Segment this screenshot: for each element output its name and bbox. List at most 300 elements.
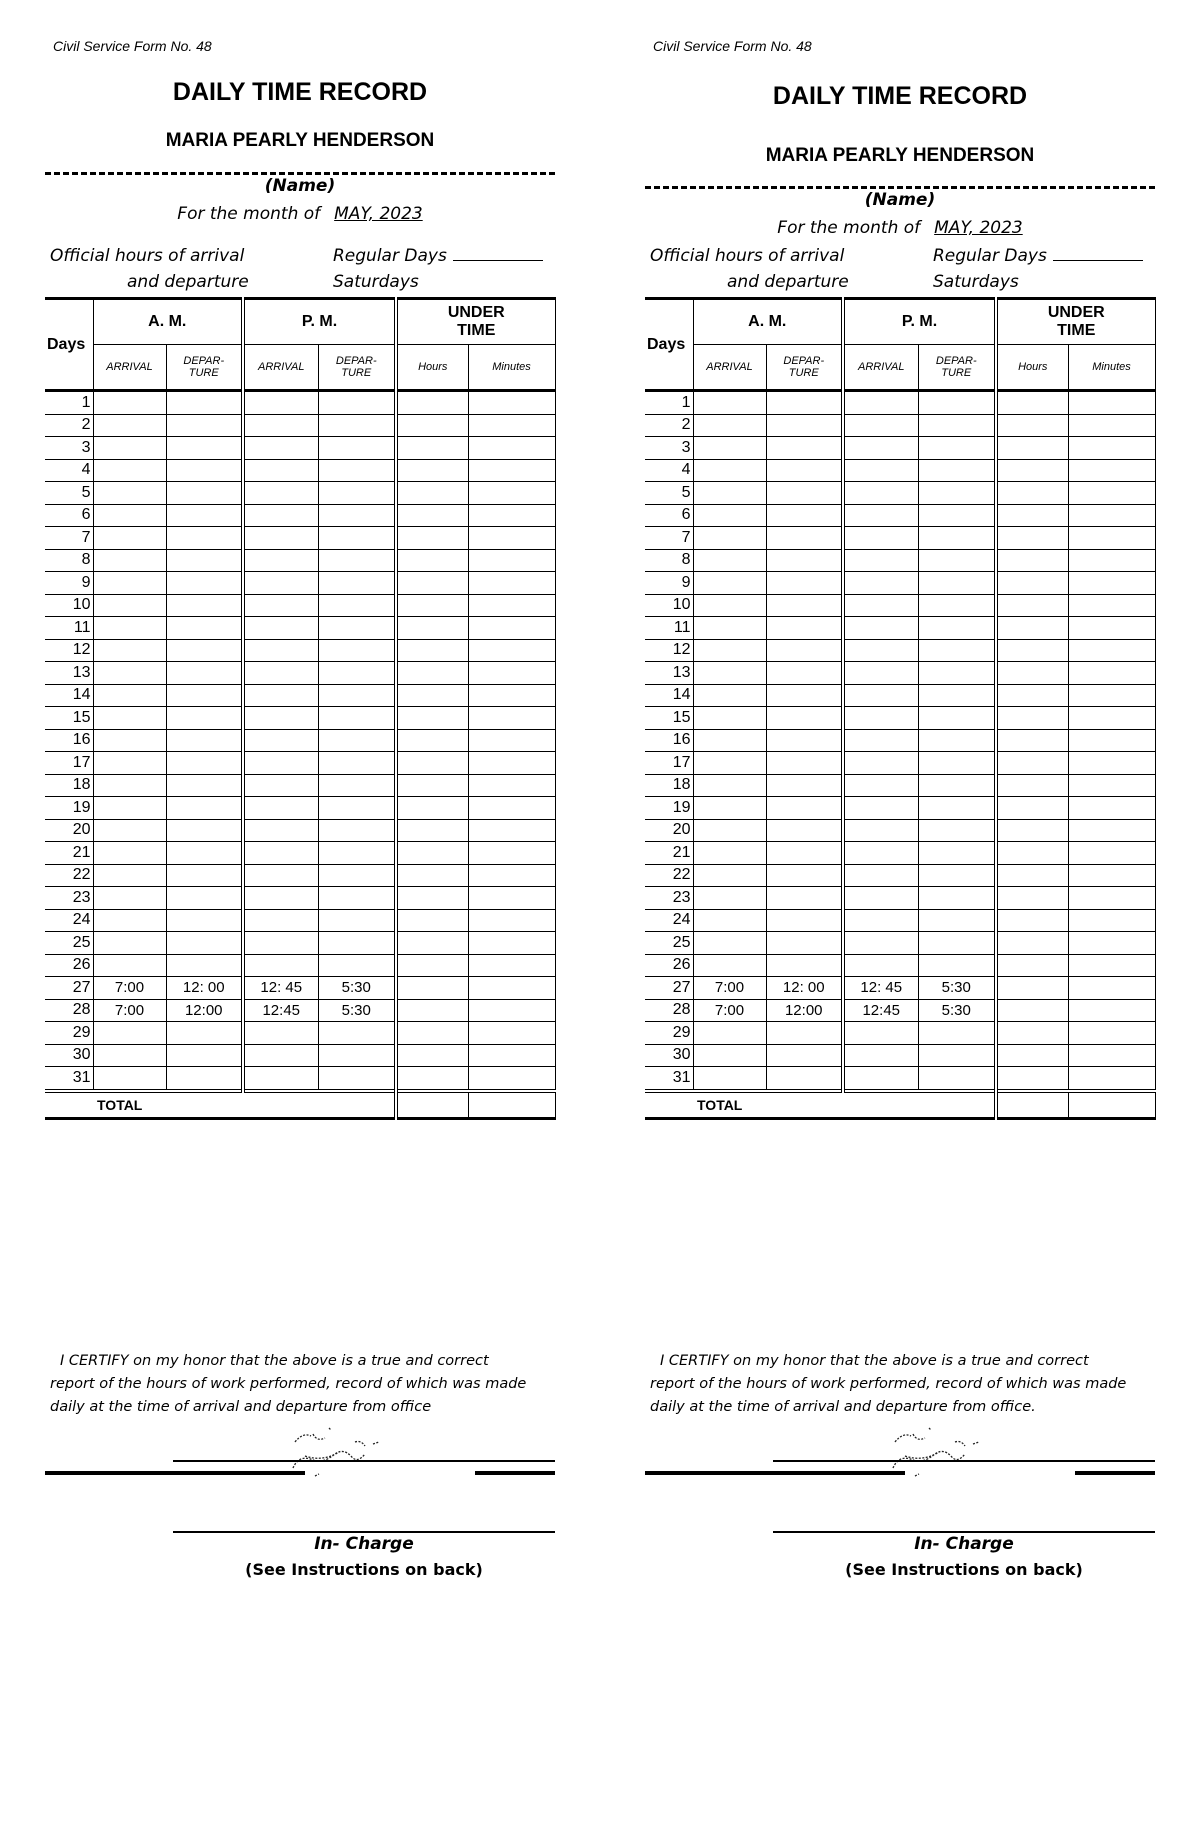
day-number: 9 xyxy=(45,572,93,595)
undertime-hours-cell xyxy=(996,977,1068,1000)
am-arrival-cell xyxy=(693,482,766,505)
am-arrival-cell xyxy=(93,594,166,617)
undertime-header xyxy=(996,299,1155,345)
day-number: 21 xyxy=(645,842,693,865)
table-row xyxy=(45,572,555,595)
day-number: 5 xyxy=(45,482,93,505)
day-number: 29 xyxy=(45,1022,93,1045)
pm-arrival-cell xyxy=(243,594,318,617)
undertime-hours-cell xyxy=(996,864,1068,887)
table-row xyxy=(45,684,555,707)
saturdays-label: Saturdays xyxy=(933,272,1019,292)
day-number: 18 xyxy=(45,774,93,797)
days-header: Days xyxy=(45,299,93,391)
undertime-hours-cell xyxy=(396,729,468,752)
undertime-hours-cell xyxy=(396,707,468,730)
undertime-hours-cell xyxy=(996,887,1068,910)
am-departure-cell xyxy=(766,414,843,437)
table-row xyxy=(45,729,555,752)
am-arrival-cell: 7:00 xyxy=(93,977,166,1000)
pm-departure-cell xyxy=(318,639,396,662)
day-number: 11 xyxy=(645,617,693,640)
pm-arrival-cell xyxy=(843,752,918,775)
am-departure-cell xyxy=(166,752,243,775)
certify-line-1: I CERTIFY on my honor that the above is a true and correct xyxy=(60,1353,489,1369)
separator-line-left xyxy=(645,1471,905,1475)
undertime-minutes-cell xyxy=(468,1022,555,1045)
table-row xyxy=(645,482,1155,505)
pm-arrival-cell xyxy=(243,887,318,910)
pm-departure-cell xyxy=(318,729,396,752)
day-number: 22 xyxy=(45,864,93,887)
am-arrival-cell xyxy=(693,909,766,932)
table-row xyxy=(45,774,555,797)
am-departure-cell xyxy=(166,774,243,797)
total-hours-cell xyxy=(996,1091,1068,1119)
am-departure-cell xyxy=(766,729,843,752)
undertime-minutes-cell xyxy=(468,1067,555,1091)
am-arrival-cell xyxy=(93,662,166,685)
month-value: MAY, 2023 xyxy=(934,218,1023,238)
table-row xyxy=(45,437,555,460)
undertime-minutes-cell xyxy=(468,572,555,595)
am-departure-cell: 12:00 xyxy=(166,999,243,1022)
table-row xyxy=(645,414,1155,437)
pm-arrival-cell xyxy=(843,1067,918,1091)
dtr-form-right xyxy=(645,0,1155,1835)
pm-departure-cell xyxy=(318,504,396,527)
undertime-minutes-cell xyxy=(468,504,555,527)
am-departure-cell xyxy=(766,572,843,595)
undertime-minutes-cell xyxy=(1068,594,1155,617)
undertime-hours-cell xyxy=(996,752,1068,775)
am-arrival-cell xyxy=(93,932,166,955)
pm-arrival-cell xyxy=(243,932,318,955)
pm-departure-cell xyxy=(318,459,396,482)
pm-departure-cell xyxy=(318,437,396,460)
undertime-minutes-cell xyxy=(468,797,555,820)
undertime-minutes-cell xyxy=(1068,639,1155,662)
am-departure-cell xyxy=(166,572,243,595)
hours-header: Hours xyxy=(396,345,468,391)
am-departure-cell xyxy=(766,1022,843,1045)
undertime-hours-cell xyxy=(996,549,1068,572)
undertime-hours-cell xyxy=(396,482,468,505)
table-row xyxy=(645,774,1155,797)
undertime-minutes-cell xyxy=(468,774,555,797)
am-departure-cell xyxy=(766,549,843,572)
official-hours-label-2: and departure xyxy=(127,272,249,292)
undertime-minutes-cell xyxy=(1068,774,1155,797)
regular-days xyxy=(333,246,543,266)
pm-departure-cell xyxy=(318,909,396,932)
am-departure-cell xyxy=(766,594,843,617)
am-arrival-cell xyxy=(93,639,166,662)
day-number: 4 xyxy=(645,459,693,482)
instructions-note: (See Instructions on back) xyxy=(845,1560,1083,1579)
table-row xyxy=(645,977,1155,1000)
minutes-header: Minutes xyxy=(1068,345,1155,391)
separator-line-right xyxy=(475,1471,555,1475)
table-row xyxy=(45,639,555,662)
table-row xyxy=(645,549,1155,572)
pm-departure-cell xyxy=(318,864,396,887)
undertime-hours-cell xyxy=(396,662,468,685)
undertime-hours-cell xyxy=(996,932,1068,955)
pm-departure-cell xyxy=(918,662,996,685)
pm-departure-cell xyxy=(918,414,996,437)
am-arrival-cell xyxy=(93,819,166,842)
separator-line-left xyxy=(45,1471,305,1475)
undertime-hours-cell xyxy=(396,617,468,640)
total-label: TOTAL xyxy=(45,1091,396,1119)
table-row xyxy=(45,864,555,887)
pm-departure-cell xyxy=(918,572,996,595)
pm-arrival-cell xyxy=(843,707,918,730)
regular-days-label: Regular Days xyxy=(333,246,447,266)
official-hours-label-2: and departure xyxy=(727,272,849,292)
undertime-hours-cell xyxy=(996,774,1068,797)
day-number: 19 xyxy=(45,797,93,820)
pm-arrival-cell: 12:45 xyxy=(243,999,318,1022)
table-row xyxy=(645,594,1155,617)
pm-arrival-cell xyxy=(243,864,318,887)
undertime-minutes-cell xyxy=(468,887,555,910)
table-row xyxy=(645,887,1155,910)
am-departure-cell xyxy=(766,437,843,460)
pm-departure-cell xyxy=(918,954,996,977)
pm-arrival-cell xyxy=(843,414,918,437)
am-arrival-cell xyxy=(693,617,766,640)
am-arrival-cell: 7:00 xyxy=(693,977,766,1000)
undertime-hours-cell xyxy=(396,887,468,910)
am-arrival-cell xyxy=(93,459,166,482)
am-arrival-cell xyxy=(93,797,166,820)
pm-departure-cell xyxy=(318,391,396,415)
undertime-minutes-cell xyxy=(1068,414,1155,437)
table-row xyxy=(45,549,555,572)
undertime-hours-cell xyxy=(996,999,1068,1022)
am-arrival-cell xyxy=(693,527,766,550)
pm-departure-cell xyxy=(918,684,996,707)
undertime-minutes-cell xyxy=(1068,977,1155,1000)
day-number: 14 xyxy=(45,684,93,707)
day-number: 22 xyxy=(645,864,693,887)
undertime-hours-cell xyxy=(996,437,1068,460)
day-number: 30 xyxy=(45,1044,93,1067)
undertime-minutes-cell xyxy=(1068,617,1155,640)
am-departure-cell xyxy=(166,504,243,527)
table-row xyxy=(645,1022,1155,1045)
undertime-hours-cell xyxy=(996,527,1068,550)
undertime-minutes-cell xyxy=(468,617,555,640)
pm-arrival-cell xyxy=(243,662,318,685)
am-departure-cell xyxy=(766,797,843,820)
am-departure-cell xyxy=(166,527,243,550)
am-arrival-cell xyxy=(93,887,166,910)
am-arrival-cell xyxy=(693,549,766,572)
pm-arrival-cell xyxy=(243,437,318,460)
undertime-hours-cell xyxy=(996,482,1068,505)
regular-days-label: Regular Days xyxy=(933,246,1047,266)
am-departure-cell xyxy=(166,729,243,752)
day-number: 28 xyxy=(45,999,93,1022)
departure-label-2: TURE xyxy=(341,367,372,379)
total-minutes-cell xyxy=(1068,1091,1155,1119)
am-arrival-cell xyxy=(693,504,766,527)
pm-departure-cell: 5:30 xyxy=(918,999,996,1022)
undertime-minutes-cell xyxy=(468,864,555,887)
am-departure-cell xyxy=(166,391,243,415)
am-departure-cell xyxy=(766,707,843,730)
minutes-header: Minutes xyxy=(468,345,555,391)
in-charge-label: In- Charge xyxy=(314,1534,414,1554)
pm-arrival-cell xyxy=(843,797,918,820)
certify-line-1: I CERTIFY on my honor that the above is a true and correct xyxy=(660,1353,1089,1369)
undertime-hours-cell xyxy=(396,414,468,437)
pm-arrival-cell xyxy=(243,819,318,842)
day-number: 31 xyxy=(645,1067,693,1091)
am-departure-cell xyxy=(766,482,843,505)
undertime-minutes-cell xyxy=(1068,549,1155,572)
am-departure-cell xyxy=(166,1067,243,1091)
day-number: 12 xyxy=(45,639,93,662)
departure-label-1: DEPAR- xyxy=(335,355,377,367)
total-row xyxy=(645,1091,1155,1119)
am-arrival-cell xyxy=(93,729,166,752)
am-arrival-cell xyxy=(93,414,166,437)
day-number: 26 xyxy=(645,954,693,977)
am-arrival-cell xyxy=(693,1022,766,1045)
undertime-hours-cell xyxy=(996,842,1068,865)
undertime-minutes-cell xyxy=(1068,729,1155,752)
total-hours-cell xyxy=(396,1091,468,1119)
table-row xyxy=(45,504,555,527)
undertime-hours-cell xyxy=(396,572,468,595)
form-number: Civil Service Form No. 48 xyxy=(53,38,212,54)
pm-arrival-cell xyxy=(243,549,318,572)
am-departure-cell xyxy=(766,684,843,707)
undertime-hours-cell xyxy=(996,954,1068,977)
am-arrival-cell xyxy=(93,774,166,797)
certification-text xyxy=(650,1350,1150,1419)
undertime-minutes-cell xyxy=(1068,819,1155,842)
undertime-minutes-cell xyxy=(468,527,555,550)
certify-line-2: report of the hours of work performed, record of which was made xyxy=(650,1376,1127,1392)
pm-arrival-cell xyxy=(243,1044,318,1067)
table-row xyxy=(645,1067,1155,1091)
total-row xyxy=(45,1091,555,1119)
pm-departure-cell xyxy=(318,752,396,775)
undertime-minutes-cell xyxy=(1068,932,1155,955)
pm-header: P. M. xyxy=(243,299,396,345)
am-departure-cell xyxy=(766,774,843,797)
pm-departure-cell xyxy=(318,662,396,685)
am-departure-cell: 12:00 xyxy=(766,999,843,1022)
table-row xyxy=(45,459,555,482)
day-number: 21 xyxy=(45,842,93,865)
pm-arrival-cell xyxy=(243,572,318,595)
undertime-hours-cell xyxy=(396,909,468,932)
pm-arrival-cell xyxy=(243,909,318,932)
day-number: 31 xyxy=(45,1067,93,1091)
certify-line-3: daily at the time of arrival and departure from office xyxy=(50,1399,432,1415)
pm-arrival-cell xyxy=(243,617,318,640)
pm-arrival-cell xyxy=(843,887,918,910)
pm-arrival-cell xyxy=(243,797,318,820)
undertime-label-2: TIME xyxy=(457,322,496,339)
pm-departure-cell xyxy=(318,549,396,572)
am-arrival-cell xyxy=(693,572,766,595)
undertime-hours-cell xyxy=(996,617,1068,640)
departure-label-1: DEPAR- xyxy=(935,355,977,367)
pm-arrival-cell xyxy=(843,932,918,955)
pm-departure-cell xyxy=(318,594,396,617)
pm-arrival-cell xyxy=(243,1022,318,1045)
table-row xyxy=(645,797,1155,820)
day-number: 20 xyxy=(45,819,93,842)
day-number: 11 xyxy=(45,617,93,640)
am-arrival-cell xyxy=(93,954,166,977)
day-number: 2 xyxy=(645,414,693,437)
day-number: 14 xyxy=(645,684,693,707)
undertime-hours-cell xyxy=(996,662,1068,685)
day-number: 19 xyxy=(645,797,693,820)
undertime-minutes-cell xyxy=(468,999,555,1022)
pm-arrival-cell xyxy=(243,639,318,662)
pm-departure-cell xyxy=(918,842,996,865)
am-departure-cell xyxy=(166,819,243,842)
am-arrival-cell xyxy=(93,842,166,865)
day-number: 9 xyxy=(645,572,693,595)
day-number: 6 xyxy=(645,504,693,527)
undertime-hours-cell xyxy=(996,391,1068,415)
time-record-table xyxy=(645,297,1156,1120)
pm-arrival-cell xyxy=(243,414,318,437)
am-arrival-cell: 7:00 xyxy=(693,999,766,1022)
undertime-minutes-cell xyxy=(1068,527,1155,550)
undertime-minutes-cell xyxy=(468,707,555,730)
am-arrival-cell xyxy=(693,707,766,730)
table-row xyxy=(645,729,1155,752)
pm-arrival-cell xyxy=(843,684,918,707)
undertime-hours-cell xyxy=(996,819,1068,842)
table-row xyxy=(45,932,555,955)
am-departure-cell xyxy=(166,887,243,910)
day-number: 28 xyxy=(645,999,693,1022)
am-departure-header xyxy=(166,345,243,391)
pm-departure-header xyxy=(918,345,996,391)
am-arrival-cell xyxy=(693,729,766,752)
table-row xyxy=(45,391,555,415)
am-arrival-cell xyxy=(93,504,166,527)
am-departure-cell xyxy=(166,482,243,505)
certify-line-2: report of the hours of work performed, record of which was made xyxy=(50,1376,527,1392)
pm-departure-cell xyxy=(918,617,996,640)
am-arrival-cell xyxy=(93,549,166,572)
pm-departure-cell xyxy=(918,1044,996,1067)
undertime-minutes-cell xyxy=(468,414,555,437)
day-number: 12 xyxy=(645,639,693,662)
am-departure-cell xyxy=(766,1067,843,1091)
pm-departure-cell xyxy=(918,707,996,730)
undertime-minutes-cell xyxy=(468,1044,555,1067)
pm-departure-cell xyxy=(918,1067,996,1091)
day-number: 25 xyxy=(45,932,93,955)
undertime-minutes-cell xyxy=(1068,954,1155,977)
in-charge-line xyxy=(173,1531,555,1533)
regular-days xyxy=(933,246,1143,266)
undertime-minutes-cell xyxy=(468,391,555,415)
pm-arrival-cell xyxy=(843,1022,918,1045)
table-row xyxy=(45,1067,555,1091)
day-number: 5 xyxy=(645,482,693,505)
undertime-minutes-cell xyxy=(468,977,555,1000)
pm-arrival-cell xyxy=(843,729,918,752)
pm-departure-cell xyxy=(318,887,396,910)
undertime-hours-cell xyxy=(996,572,1068,595)
undertime-minutes-cell xyxy=(468,909,555,932)
pm-departure-cell xyxy=(318,932,396,955)
undertime-hours-cell xyxy=(996,594,1068,617)
undertime-hours-cell xyxy=(996,414,1068,437)
pm-departure-cell xyxy=(918,459,996,482)
am-departure-cell xyxy=(166,459,243,482)
pm-departure-cell xyxy=(918,774,996,797)
undertime-minutes-cell xyxy=(468,684,555,707)
pm-departure-cell: 5:30 xyxy=(918,977,996,1000)
pm-arrival-cell xyxy=(843,842,918,865)
pm-arrival-cell: 12:45 xyxy=(843,999,918,1022)
certify-line-3: daily at the time of arrival and departure from office. xyxy=(650,1399,1036,1415)
pm-arrival-cell xyxy=(843,482,918,505)
table-row xyxy=(45,819,555,842)
table-row xyxy=(45,1044,555,1067)
day-number: 18 xyxy=(645,774,693,797)
day-number: 15 xyxy=(45,707,93,730)
am-departure-cell xyxy=(166,549,243,572)
am-arrival-cell xyxy=(693,639,766,662)
am-departure-cell xyxy=(766,1044,843,1067)
am-arrival-cell: 7:00 xyxy=(93,999,166,1022)
pm-arrival-cell xyxy=(843,639,918,662)
undertime-minutes-cell xyxy=(468,662,555,685)
am-arrival-cell xyxy=(93,707,166,730)
form-number: Civil Service Form No. 48 xyxy=(653,38,812,54)
official-hours-label: Official hours of arrival xyxy=(50,246,245,266)
month-value: MAY, 2023 xyxy=(334,204,423,224)
day-number: 15 xyxy=(645,707,693,730)
am-departure-cell xyxy=(766,391,843,415)
undertime-minutes-cell xyxy=(1068,797,1155,820)
regular-days-blank xyxy=(1053,260,1143,261)
pm-departure-cell xyxy=(318,774,396,797)
am-departure-cell xyxy=(166,909,243,932)
day-number: 8 xyxy=(45,549,93,572)
am-arrival-cell xyxy=(93,1067,166,1091)
pm-arrival-cell xyxy=(243,684,318,707)
table-row xyxy=(45,527,555,550)
am-departure-cell xyxy=(166,1022,243,1045)
pm-arrival-cell xyxy=(843,864,918,887)
hours-header: Hours xyxy=(996,345,1068,391)
undertime-header xyxy=(396,299,555,345)
am-arrival-cell xyxy=(693,752,766,775)
regular-days-blank xyxy=(453,260,543,261)
undertime-hours-cell xyxy=(996,504,1068,527)
pm-departure-cell xyxy=(918,437,996,460)
form-title: DAILY TIME RECORD xyxy=(172,78,428,106)
